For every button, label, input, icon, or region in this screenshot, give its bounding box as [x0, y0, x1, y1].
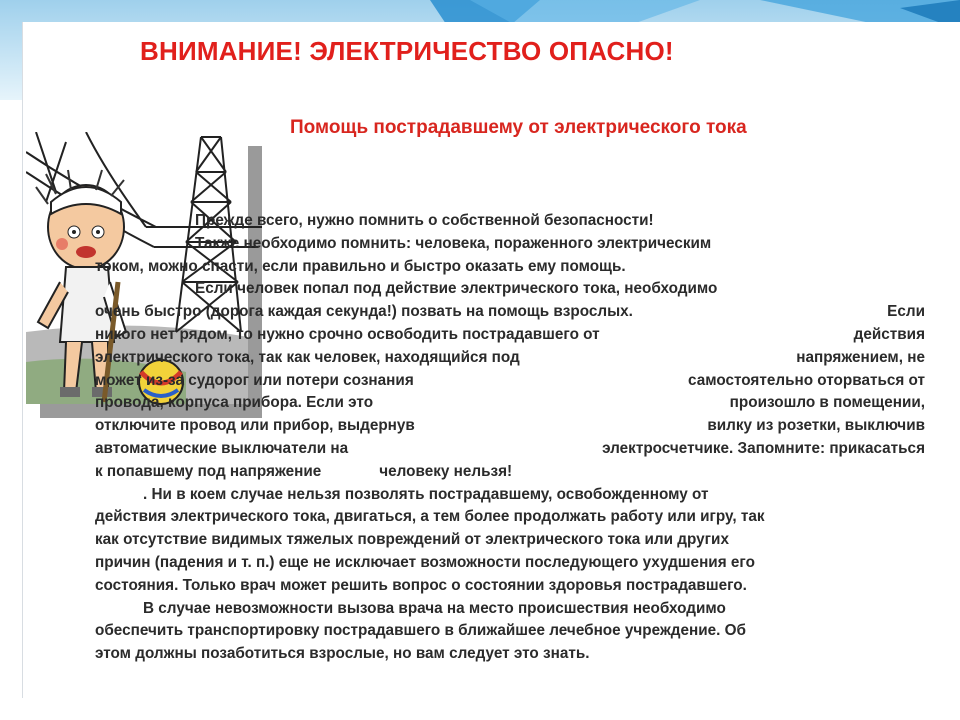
text-segment: электросчетчике. Запомните: прикасаться	[602, 439, 925, 457]
text-segment: действия	[853, 325, 925, 343]
text-line	[95, 301, 925, 324]
text-segment: никого нет рядом, то нужно срочно освободить пострадавшего от	[95, 325, 600, 343]
text-segment: Если	[887, 303, 925, 321]
text-segment: может из-за судорог или потери сознания	[95, 371, 414, 389]
instruction-text	[95, 210, 925, 666]
text-segment: самостоятельно оторваться от	[688, 371, 925, 389]
text-line: причин (падения и т. п.) еще не исключает возможности последующего ухудшения его	[95, 553, 755, 571]
text-segment: произошло в помещении,	[729, 394, 925, 412]
text-segment: провода, корпуса прибора. Если это	[95, 394, 374, 412]
text-line: Также необходимо помнить: человека, пораженного электрическим	[195, 234, 712, 252]
page-subtitle: Помощь пострадавшему от электрического тока	[290, 117, 747, 138]
text-line	[95, 392, 925, 415]
text-line	[95, 438, 925, 461]
text-line: этом должны позаботиться взрослые, но вам следует это знать.	[95, 645, 590, 663]
text-segment: электрического тока, так как человек, находящийся под	[95, 348, 520, 366]
text-line	[95, 324, 925, 347]
text-line	[95, 370, 925, 393]
text-segment: вилку из розетки, выключив	[707, 417, 925, 435]
text-line: как отсутствие видимых тяжелых повреждений от электрического тока или других	[95, 531, 729, 549]
page-title: ВНИМАНИЕ! ЭЛЕКТРИЧЕСТВО ОПАСНО!	[140, 36, 674, 66]
text-line: Если человек попал под действие электрического тока, необходимо	[195, 280, 718, 298]
text-line: током, можно спасти, если правильно и быстро оказать ему помощь.	[95, 257, 626, 275]
text-line: . Ни в коем случае нельзя позволять пострадавшему, освобожденному от	[143, 485, 709, 503]
text-line: действия электрического тока, двигаться, а тем более продолжать работу или игру, так	[95, 508, 765, 526]
text-line: обеспечить транспортировку пострадавшего в ближайшее лечебное учреждение. Об	[95, 622, 747, 640]
text-segment: отключите провод или прибор, выдернув	[95, 417, 415, 435]
text-segment: напряжением, не	[796, 348, 925, 366]
text-segment: автоматические выключатели на	[95, 439, 349, 457]
text-segment: к попавшему под напряжение	[95, 462, 322, 480]
text-line: В случае невозможности вызова врача на место происшествия необходимо	[143, 599, 726, 617]
text-line: состояния. Только врач может решить вопрос о состоянии здоровья пострадавшего.	[95, 576, 747, 594]
text-line: Прежде всего, нужно помнить о собственной безопасности!	[195, 212, 654, 229]
text-line	[95, 461, 925, 484]
text-segment: очень быстро (дорога каждая секунда!) позвать на помощь взрослых.	[95, 303, 633, 321]
text-line	[95, 347, 925, 370]
text-line	[95, 415, 925, 438]
text-segment: человеку нельзя!	[379, 462, 513, 480]
